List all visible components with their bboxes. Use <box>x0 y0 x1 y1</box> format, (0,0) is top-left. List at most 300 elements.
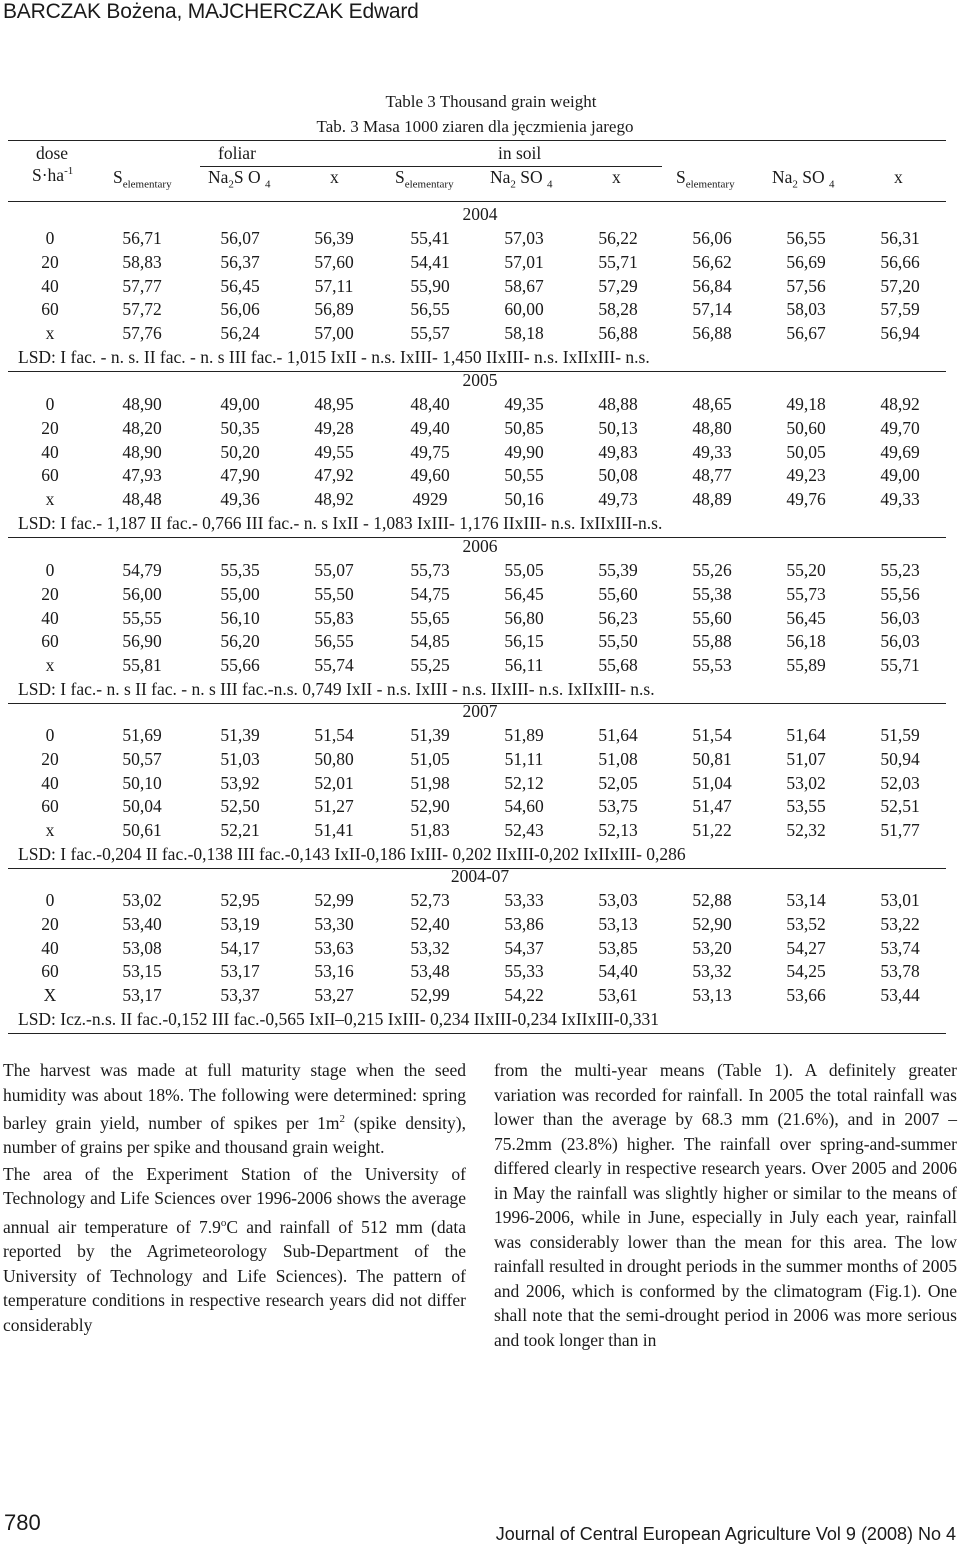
value-cell: 50,60 <box>786 417 826 438</box>
table-row <box>0 584 960 607</box>
value-cell: 53,66 <box>786 985 826 1006</box>
value-cell: 55,90 <box>410 275 450 296</box>
value-cell: 52,40 <box>410 913 450 934</box>
value-cell: 51,77 <box>880 820 920 841</box>
value-cell: 50,81 <box>692 748 732 769</box>
value-cell: 53,02 <box>122 890 162 910</box>
table-row <box>0 489 960 512</box>
table-row <box>0 890 960 913</box>
value-cell: 49,75 <box>410 441 450 462</box>
value-cell: 53,32 <box>410 937 450 958</box>
year-heading: 2006 <box>462 536 498 556</box>
value-cell: 49,55 <box>314 441 354 462</box>
value-cell: 49,00 <box>880 465 920 486</box>
value-cell: 51,05 <box>410 748 450 769</box>
table-row <box>0 299 960 322</box>
value-cell: 51,64 <box>598 725 638 745</box>
value-cell: 48,40 <box>410 394 450 414</box>
value-cell: 50,80 <box>314 748 354 769</box>
running-header-authors: BARCZAK Bożena, MAJCHERCZAK Edward <box>3 0 419 23</box>
value-cell: 52,12 <box>504 772 544 793</box>
value-cell: 55,50 <box>598 631 638 652</box>
value-cell: 56,10 <box>220 607 260 628</box>
dose-cell: x <box>45 489 55 510</box>
value-cell: 52,32 <box>786 820 826 841</box>
dose-cell: 0 <box>45 725 55 745</box>
value-cell: 55,73 <box>786 583 826 604</box>
value-cell: 60,00 <box>504 299 544 320</box>
value-cell: 57,56 <box>786 275 826 296</box>
value-cell: 56,55 <box>410 299 450 320</box>
value-cell: 56,90 <box>122 631 162 652</box>
value-cell: 49,23 <box>786 465 826 486</box>
dose-cell: 40 <box>41 772 59 793</box>
value-cell: 53,40 <box>122 913 162 934</box>
value-cell: 49,33 <box>880 489 920 510</box>
dose-cell: 60 <box>41 796 59 817</box>
value-cell: 56,69 <box>786 251 826 272</box>
value-cell: 55,57 <box>410 323 450 344</box>
value-cell: 48,80 <box>692 417 732 438</box>
dose-cell: 0 <box>45 890 55 910</box>
value-cell: 49,70 <box>880 417 920 438</box>
table-row <box>0 608 960 631</box>
value-cell: 54,79 <box>122 560 162 580</box>
page-number: 780 <box>4 1510 41 1535</box>
value-cell: 52,03 <box>880 772 920 793</box>
value-cell: 53,33 <box>504 890 544 910</box>
value-cell: 56,66 <box>880 251 920 272</box>
value-cell: 50,57 <box>122 748 162 769</box>
dose-cell: 40 <box>41 937 59 958</box>
lsd-line: LSD: I fac.- 1,187 II fac.- 0,766 III fac.- n. s IxII - 1,083 IxIII- 1,176 IIxIII- n.s. IxIIxIII-n.s. <box>18 513 663 533</box>
left-paragraph-2: The area of the Experiment Station of the University of Technology and Life Sciences over 1996-2006 shows the average annual air temperature of 7.9$^o$C and rainfall of 512 mm (data reported by the Agrimeteorology Sub-Department of the University of Technology and Life Sciences). The pattern of temperature conditions in respective research years did not differ considerably <box>3 1163 466 1335</box>
value-cell: 51,54 <box>314 725 354 745</box>
left-text-column <box>3 1058 466 1339</box>
value-cell: 57,77 <box>122 275 162 296</box>
value-cell: 56,24 <box>220 323 260 344</box>
value-cell: 51,39 <box>220 725 260 745</box>
header-x-3: x <box>894 167 903 187</box>
dose-cell: 20 <box>41 583 59 604</box>
value-cell: 56,94 <box>880 323 920 344</box>
value-cell: 49,60 <box>410 465 450 486</box>
value-cell: 49,18 <box>786 394 826 414</box>
dose-cell: 40 <box>41 275 59 296</box>
table-row <box>0 560 960 583</box>
value-cell: 53,20 <box>692 937 732 958</box>
value-cell: 51,64 <box>786 725 826 745</box>
lsd-line: LSD: Icz.-n.s. II fac.-0,152 III fac.-0,565 IxII–0,215 IxIII- 0,234 IIxIII-0,234 IxIIxIII-0,331 <box>18 1009 659 1029</box>
value-cell: 53,92 <box>220 772 260 793</box>
table-row <box>0 914 960 937</box>
value-cell: 55,89 <box>786 655 826 676</box>
value-cell: 56,31 <box>880 228 920 248</box>
value-cell: 56,45 <box>504 583 544 604</box>
value-cell: 52,88 <box>692 890 732 910</box>
year-heading: 2004-07 <box>450 866 510 886</box>
table-row <box>0 796 960 819</box>
value-cell: 54,85 <box>410 631 450 652</box>
value-cell: 56,84 <box>692 275 732 296</box>
value-cell: 53,30 <box>314 913 354 934</box>
dose-cell: 60 <box>41 631 59 652</box>
value-cell: 55,50 <box>314 583 354 604</box>
year-heading: 2005 <box>462 370 498 390</box>
value-cell: 55,25 <box>410 655 450 676</box>
value-cell: 51,89 <box>504 725 544 745</box>
value-cell: 51,27 <box>314 796 354 817</box>
value-cell: 56,22 <box>598 228 638 248</box>
header-s-elementary-2: $S_{elementary}$ <box>395 167 454 191</box>
value-cell: 56,07 <box>220 228 260 248</box>
value-cell: 47,90 <box>220 465 260 486</box>
value-cell: 56,23 <box>598 607 638 628</box>
value-cell: 55,73 <box>410 560 450 580</box>
value-cell: 52,01 <box>314 772 354 793</box>
value-cell: 51,08 <box>598 748 638 769</box>
header-foliar: foliar <box>218 143 256 163</box>
value-cell: 51,41 <box>314 820 354 841</box>
value-cell: 54,17 <box>220 937 260 958</box>
value-cell: 56,00 <box>122 583 162 604</box>
value-cell: 57,60 <box>314 251 354 272</box>
table-caption-pl-text: Tab. 3 Masa 1000 ziaren dla jęczmienia jarego <box>316 117 634 136</box>
value-cell: 52,73 <box>410 890 450 910</box>
value-cell: 48,95 <box>314 394 354 414</box>
dose-cell: 40 <box>41 441 59 462</box>
value-cell: 51,07 <box>786 748 826 769</box>
value-cell: 53,52 <box>786 913 826 934</box>
dose-cell: 0 <box>45 560 55 580</box>
header-x-2: x <box>612 167 621 187</box>
value-cell: 50,35 <box>220 417 260 438</box>
table-caption-en-text: Table 3 Thousand grain weight <box>385 92 597 111</box>
value-cell: 56,03 <box>880 607 920 628</box>
value-cell: 48,88 <box>598 394 638 414</box>
value-cell: 48,20 <box>122 417 162 438</box>
value-cell: 55,56 <box>880 583 920 604</box>
value-cell: 50,16 <box>504 489 544 510</box>
value-cell: 55,39 <box>598 560 638 580</box>
value-cell: 56,15 <box>504 631 544 652</box>
value-cell: 55,35 <box>220 560 260 580</box>
value-cell: 52,95 <box>220 890 260 910</box>
value-cell: 4929 <box>412 489 448 510</box>
header-bottom-rule <box>8 201 946 202</box>
dose-cell: x <box>45 323 55 344</box>
value-cell: 50,55 <box>504 465 544 486</box>
value-cell: 51,22 <box>692 820 732 841</box>
value-cell: 53,16 <box>314 961 354 982</box>
value-cell: 55,83 <box>314 607 354 628</box>
block-rule <box>8 1033 946 1034</box>
value-cell: 55,33 <box>504 961 544 982</box>
value-cell: 48,92 <box>314 489 354 510</box>
header-na2so4-3: $Na_2$ SO $_4$ <box>772 167 835 191</box>
value-cell: 47,93 <box>122 465 162 486</box>
value-cell: 56,03 <box>880 631 920 652</box>
value-cell: 54,25 <box>786 961 826 982</box>
value-cell: 53,03 <box>598 890 638 910</box>
dose-cell: 40 <box>41 607 59 628</box>
value-cell: 52,90 <box>692 913 732 934</box>
value-cell: 50,94 <box>880 748 920 769</box>
left-paragraph-1: The harvest was made at full maturity stage when the seed humidity was about 18%. The following were determined: spring barley grain yield, number of spikes per $1m^2$ (spike density), number of grains per spike and thousand grain weight. <box>3 1060 466 1158</box>
value-cell: 53,08 <box>122 937 162 958</box>
value-cell: 57,29 <box>598 275 638 296</box>
value-cell: 48,92 <box>880 394 920 414</box>
value-cell: 51,98 <box>410 772 450 793</box>
value-cell: 50,04 <box>122 796 162 817</box>
table-row <box>0 631 960 654</box>
value-cell: 55,81 <box>122 655 162 676</box>
table-row <box>0 725 960 748</box>
value-cell: 51,03 <box>220 748 260 769</box>
right-text-column <box>494 1058 957 1354</box>
value-cell: 50,61 <box>122 820 162 841</box>
value-cell: 48,90 <box>122 441 162 462</box>
value-cell: 49,40 <box>410 417 450 438</box>
value-cell: 49,00 <box>220 394 260 414</box>
lsd-line: LSD: I fac.- n. s II fac. - n. s III fac.-n.s. 0,749 IxII - n.s. IxIII - n.s. IIxIII- n.s. IxIIxIII- n.s. <box>18 679 655 699</box>
value-cell: 49,83 <box>598 441 638 462</box>
value-cell: 54,41 <box>410 251 450 272</box>
value-cell: 57,76 <box>122 323 162 344</box>
year-heading: 2004 <box>462 204 498 224</box>
value-cell: 54,22 <box>504 985 544 1006</box>
year-heading: 2007 <box>462 701 498 721</box>
value-cell: 57,14 <box>692 299 732 320</box>
table-row <box>0 228 960 251</box>
value-cell: 55,53 <box>692 655 732 676</box>
value-cell: 53,22 <box>880 913 920 934</box>
value-cell: 53,17 <box>122 985 162 1006</box>
value-cell: 53,19 <box>220 913 260 934</box>
value-cell: 58,83 <box>122 251 162 272</box>
value-cell: 51,83 <box>410 820 450 841</box>
dose-cell: 20 <box>41 417 59 438</box>
value-cell: 49,76 <box>786 489 826 510</box>
value-cell: 48,48 <box>122 489 162 510</box>
value-cell: 55,23 <box>880 560 920 580</box>
header-na2so4-1: $Na_2S$ O $_4$ <box>208 167 271 191</box>
header-dose-unit: $S\cdot ha^{-1}$ <box>32 165 74 185</box>
value-cell: 49,36 <box>220 489 260 510</box>
value-cell: 48,77 <box>692 465 732 486</box>
value-cell: 56,20 <box>220 631 260 652</box>
value-cell: 55,20 <box>786 560 826 580</box>
table-row <box>0 323 960 346</box>
value-cell: 56,88 <box>598 323 638 344</box>
value-cell: 52,43 <box>504 820 544 841</box>
value-cell: 49,35 <box>504 394 544 414</box>
value-cell: 53,85 <box>598 937 638 958</box>
value-cell: 56,89 <box>314 299 354 320</box>
value-cell: 57,20 <box>880 275 920 296</box>
value-cell: 57,59 <box>880 299 920 320</box>
value-cell: 50,10 <box>122 772 162 793</box>
table-row <box>0 442 960 465</box>
value-cell: 53,55 <box>786 796 826 817</box>
value-cell: 51,04 <box>692 772 732 793</box>
value-cell: 55,60 <box>598 583 638 604</box>
value-cell: 56,45 <box>220 275 260 296</box>
dose-cell: X <box>43 985 57 1006</box>
value-cell: 53,17 <box>220 961 260 982</box>
value-cell: 48,89 <box>692 489 732 510</box>
value-cell: 53,13 <box>692 985 732 1006</box>
dose-cell: 0 <box>45 394 55 414</box>
value-cell: 55,88 <box>692 631 732 652</box>
value-cell: 51,47 <box>692 796 732 817</box>
value-cell: 55,66 <box>220 655 260 676</box>
value-cell: 51,59 <box>880 725 920 745</box>
value-cell: 56,62 <box>692 251 732 272</box>
value-cell: 55,26 <box>692 560 732 580</box>
value-cell: 56,39 <box>314 228 354 248</box>
value-cell: 53,32 <box>692 961 732 982</box>
dose-cell: 20 <box>41 913 59 934</box>
value-cell: 49,73 <box>598 489 638 510</box>
value-cell: 53,15 <box>122 961 162 982</box>
value-cell: 53,14 <box>786 890 826 910</box>
dose-cell: 60 <box>41 299 59 320</box>
value-cell: 55,00 <box>220 583 260 604</box>
value-cell: 50,13 <box>598 417 638 438</box>
value-cell: 52,13 <box>598 820 638 841</box>
dose-cell: 60 <box>41 961 59 982</box>
lsd-line: LSD: I fac. - n. s. II fac. - n. s III fac.- 1,015 IxII - n.s. IxIII- 1,450 IIxIII- n.s. IxIIxIII- n.s. <box>18 347 650 367</box>
value-cell: 52,05 <box>598 772 638 793</box>
value-cell: 50,20 <box>220 441 260 462</box>
right-paragraph-1: from the multi-year means (Table 1). A definitely greater variation was recorded for rainfall. In 2005 the total rainfall was lower than the average by 68.3 mm (21.6%), and in 2007 – 75.2mm (23.8%) higher. The rainfall over spring-and-summer differed clearly in respective research years. Over 2005 and 2006 in May the rainfall was slightly higher or similar to the means of 1996-2006, while in June, especially in July each year, rainfall was considerably lower than the mean for this area. The low rainfall resulted in drought periods in the summer months of 2005 and 2006, which is conformed by the climatogram (Fig.1). One shall note that the semi-drought period in 2006 was more serious and took longer than in <box>494 1060 957 1350</box>
table-row <box>0 276 960 299</box>
dose-cell: x <box>45 655 55 676</box>
value-cell: 57,11 <box>314 275 354 296</box>
value-cell: 51,54 <box>692 725 732 745</box>
value-cell: 54,75 <box>410 583 450 604</box>
value-cell: 50,05 <box>786 441 826 462</box>
value-cell: 56,80 <box>504 607 544 628</box>
dose-cell: 20 <box>41 748 59 769</box>
value-cell: 56,18 <box>786 631 826 652</box>
value-cell: 53,01 <box>880 890 920 910</box>
table-row <box>0 820 960 843</box>
value-cell: 56,11 <box>504 655 544 676</box>
value-cell: 56,45 <box>786 607 826 628</box>
dose-cell: 20 <box>41 251 59 272</box>
value-cell: 50,08 <box>598 465 638 486</box>
value-cell: 53,75 <box>598 796 638 817</box>
value-cell: 58,03 <box>786 299 826 320</box>
value-cell: 47,92 <box>314 465 354 486</box>
value-cell: 56,55 <box>314 631 354 652</box>
lsd-line: LSD: I fac.-0,204 II fac.-0,138 III fac.-0,143 IxII-0,186 IxIII- 0,202 IIxIII-0,202 IxIIxIII- 0,286 <box>18 844 686 864</box>
value-cell: 53,13 <box>598 913 638 934</box>
value-cell: 58,67 <box>504 275 544 296</box>
header-x-1: x <box>330 167 339 187</box>
table-row <box>0 394 960 417</box>
dose-cell: 60 <box>41 465 59 486</box>
value-cell: 55,38 <box>692 583 732 604</box>
value-cell: 51,69 <box>122 725 162 745</box>
value-cell: 57,01 <box>504 251 544 272</box>
value-cell: 52,90 <box>410 796 450 817</box>
value-cell: 56,06 <box>220 299 260 320</box>
value-cell: 56,37 <box>220 251 260 272</box>
value-cell: 57,00 <box>314 323 354 344</box>
value-cell: 54,27 <box>786 937 826 958</box>
table-row <box>0 961 960 984</box>
value-cell: 57,03 <box>504 228 544 248</box>
value-cell: 55,07 <box>314 560 354 580</box>
value-cell: 55,65 <box>410 607 450 628</box>
value-cell: 51,39 <box>410 725 450 745</box>
value-cell: 52,50 <box>220 796 260 817</box>
header-dose: dose <box>36 143 69 163</box>
table-row <box>0 938 960 961</box>
value-cell: 55,41 <box>410 228 450 248</box>
value-cell: 53,02 <box>786 772 826 793</box>
value-cell: 56,55 <box>786 228 826 248</box>
value-cell: 53,44 <box>880 985 920 1006</box>
dose-cell: 0 <box>45 228 55 248</box>
value-cell: 55,71 <box>880 655 920 676</box>
value-cell: 53,78 <box>880 961 920 982</box>
value-cell: 54,40 <box>598 961 638 982</box>
value-cell: 55,60 <box>692 607 732 628</box>
journal-footer: Journal of Central European Agriculture Vol 9 (2008) No 4 <box>495 1524 956 1544</box>
table-row <box>0 418 960 441</box>
value-cell: 56,71 <box>122 228 162 248</box>
value-cell: 53,27 <box>314 985 354 1006</box>
value-cell: 56,06 <box>692 228 732 248</box>
table-row <box>0 985 960 1008</box>
value-cell: 56,88 <box>692 323 732 344</box>
value-cell: 49,90 <box>504 441 544 462</box>
value-cell: 53,48 <box>410 961 450 982</box>
value-cell: 50,85 <box>504 417 544 438</box>
value-cell: 52,99 <box>410 985 450 1006</box>
value-cell: 56,67 <box>786 323 826 344</box>
value-cell: 52,51 <box>880 796 920 817</box>
dose-cell: x <box>45 820 55 841</box>
value-cell: 55,68 <box>598 655 638 676</box>
value-cell: 55,71 <box>598 251 638 272</box>
value-cell: 49,28 <box>314 417 354 438</box>
value-cell: 51,11 <box>504 748 544 769</box>
value-cell: 58,28 <box>598 299 638 320</box>
value-cell: 54,37 <box>504 937 544 958</box>
value-cell: 53,74 <box>880 937 920 958</box>
value-cell: 53,63 <box>314 937 354 958</box>
table-row <box>0 655 960 678</box>
value-cell: 49,69 <box>880 441 920 462</box>
value-cell: 58,18 <box>504 323 544 344</box>
table-row <box>0 749 960 772</box>
value-cell: 53,61 <box>598 985 638 1006</box>
header-s-elementary-3: $S_{elementary}$ <box>676 167 735 191</box>
value-cell: 55,05 <box>504 560 544 580</box>
value-cell: 54,60 <box>504 796 544 817</box>
header-na2so4-2: $Na_2$ SO $_4$ <box>490 167 553 191</box>
value-cell: 48,90 <box>122 394 162 414</box>
table-row <box>0 465 960 488</box>
table-row <box>0 773 960 796</box>
value-cell: 49,33 <box>692 441 732 462</box>
value-cell: 55,55 <box>122 607 162 628</box>
